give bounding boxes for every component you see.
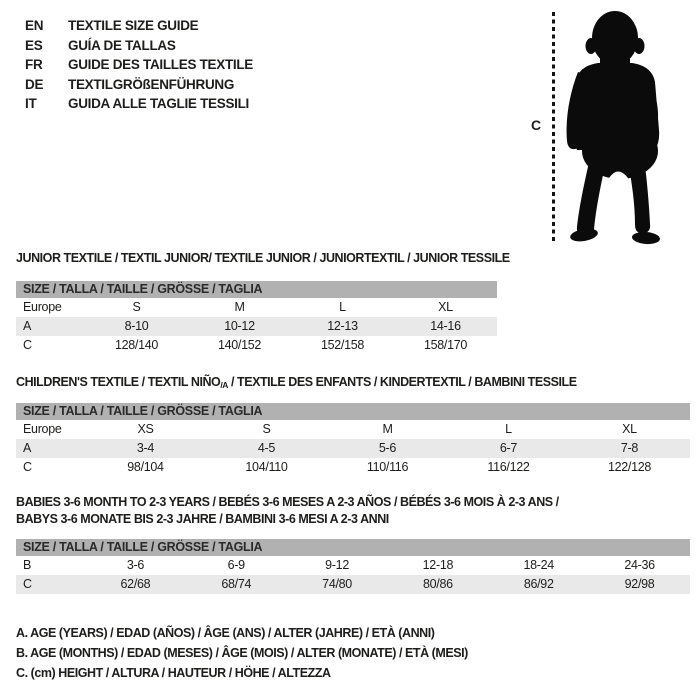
size-header-bar: SIZE / TALLA / TAILLE / GRÖSSE / TAGLIA [16, 281, 497, 298]
age-cell: 8-10 [124, 319, 149, 333]
legend-line-c: C. (cm) HEIGHT / ALTURA / HAUTEUR / HÖHE / ALTEZZA [16, 666, 331, 680]
lang-code: IT [25, 96, 37, 111]
lang-label: TEXTILE SIZE GUIDE [68, 18, 199, 33]
lang-code: EN [25, 18, 44, 33]
height-measure-line [552, 12, 555, 243]
months-cell: 18-24 [523, 558, 554, 572]
height-cell: 110/116 [366, 460, 409, 474]
months-cell: 12-18 [422, 558, 454, 572]
junior-section-title: JUNIOR TEXTILE / TEXTIL JUNIOR/ TEXTILE JUNIOR / JUNIORTEXTIL / JUNIOR TESSILE [16, 251, 510, 265]
babies-title-line2: BABYS 3-6 MONATE BIS 2-3 JAHRE / BAMBINI 3-6 MESI A 2-3 ANNI [16, 512, 389, 526]
table-row-europe [16, 298, 497, 317]
height-cell: 104/110 [245, 460, 288, 474]
junior-size-table [16, 281, 497, 355]
row-label: B [23, 558, 32, 572]
lang-code: ES [25, 37, 43, 53]
children-title-subscript: /A [220, 380, 228, 390]
measure-label-c: C [531, 117, 542, 133]
lang-label: TEXTILGRÖßENFÜHRUNG [68, 76, 235, 92]
months-cell: 3-6 [126, 558, 144, 572]
height-cell: 152/158 [320, 338, 365, 352]
table-row-height [16, 458, 690, 477]
height-cell: 98/104 [127, 460, 164, 474]
months-cell: 9-12 [325, 558, 349, 572]
children-section-title [16, 374, 577, 393]
height-cell: 68/74 [221, 577, 252, 591]
table-row-height [16, 575, 690, 594]
table-row-age [16, 439, 690, 458]
height-cell: 80/86 [423, 577, 453, 591]
height-cell: 158/170 [423, 338, 468, 352]
lang-code: DE [25, 76, 44, 92]
height-cell: 122/128 [607, 460, 652, 474]
lang-row-fr [25, 55, 253, 75]
size-cell: S [262, 422, 271, 436]
size-cell: XL [438, 300, 453, 314]
row-label: Europe [23, 300, 62, 314]
height-cell: 74/80 [322, 577, 352, 591]
children-title-suffix: / TEXTILE DES ENFANTS / KINDERTEXTIL / BAMBINI TESSILE [227, 375, 577, 389]
legend-line-a: A. AGE (YEARS) / EDAD (AÑOS) / ÂGE (ANS) / ALTER (JAHRE) / ETÀ (ANNI) [16, 626, 435, 640]
children-size-table [16, 403, 690, 477]
table-row-months [16, 556, 690, 575]
babies-section-title [16, 494, 616, 528]
lang-label: GUIDA ALLE TAGLIE TESSILI [68, 96, 249, 111]
height-cell: 62/68 [120, 577, 151, 591]
age-cell: 5-6 [378, 441, 397, 455]
age-cell: 10-12 [224, 319, 255, 333]
children-title-prefix: CHILDREN'S TEXTILE / TEXTIL NIÑO [16, 375, 221, 389]
age-cell: 14-16 [430, 319, 461, 333]
row-label: C [23, 460, 32, 474]
table-row-age [16, 317, 497, 336]
size-header-bar: SIZE / TALLA / TAILLE / GRÖSSE / TAGLIA [16, 539, 690, 556]
size-cell: XS [137, 422, 154, 436]
age-cell: 4-5 [257, 441, 276, 455]
size-header-bar: SIZE / TALLA / TAILLE / GRÖSSE / TAGLIA [16, 403, 690, 420]
age-cell: 7-8 [620, 441, 639, 455]
size-cell: M [234, 300, 245, 314]
row-label: A [23, 441, 32, 455]
row-label: C [23, 577, 32, 591]
months-cell: 24-36 [624, 558, 655, 572]
age-cell: 6-7 [499, 441, 518, 455]
lang-label: GUIDE DES TAILLES TEXTILE [68, 57, 254, 72]
measurement-legend [16, 623, 468, 683]
age-cell: 12-13 [327, 319, 358, 333]
babies-size-table [16, 539, 690, 594]
table-row-height [16, 336, 497, 355]
lang-code: FR [25, 57, 43, 72]
height-cell: 140/152 [217, 338, 262, 352]
row-label: A [23, 319, 32, 333]
language-title-list [25, 16, 253, 114]
row-label: C [23, 338, 32, 352]
legend-line-b: B. AGE (MONTHS) / EDAD (MESES) / ÂGE (MOIS) / ALTER (MONATE) / ETÀ (MESI) [16, 646, 468, 660]
size-cell: L [339, 300, 346, 314]
babies-title-line1: BABIES 3-6 MONTH TO 2-3 YEARS / BEBÉS 3-6 MESES A 2-3 AÑOS / BÉBÉS 3-6 MOIS À 2-3 ANS / [16, 495, 559, 509]
height-cell: 86/92 [523, 577, 554, 591]
lang-row-es [25, 36, 253, 56]
size-cell: XL [622, 422, 637, 436]
age-cell: 3-4 [136, 441, 155, 455]
lang-row-it [25, 94, 253, 114]
lang-row-de [25, 75, 253, 95]
size-cell: S [132, 300, 141, 314]
height-cell: 128/140 [114, 338, 159, 352]
toddler-silhouette-icon [560, 8, 666, 246]
months-cell: 6-9 [227, 558, 245, 572]
lang-label: GUÍA DE TALLAS [68, 37, 176, 53]
size-cell: L [505, 422, 512, 436]
table-row-europe [16, 420, 690, 439]
size-cell: M [382, 422, 393, 436]
row-label: Europe [23, 422, 62, 436]
lang-row-en [25, 16, 253, 36]
height-cell: 92/98 [624, 577, 655, 591]
height-cell: 116/122 [487, 460, 530, 474]
